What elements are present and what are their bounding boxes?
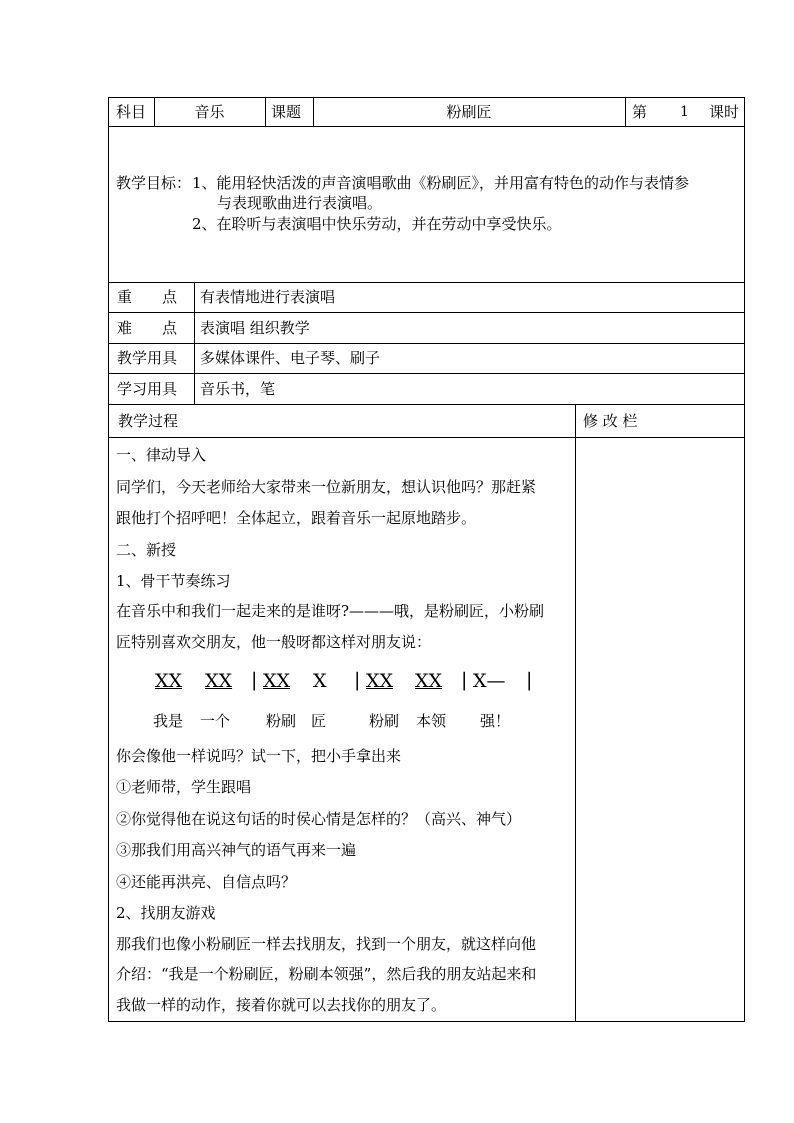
border — [265, 97, 266, 127]
border — [625, 97, 626, 127]
process-line: 1、骨干节奏练习 — [116, 572, 231, 590]
bar-line: | — [251, 669, 258, 691]
process-line: 我做一样的动作，接着你就可以去找你的朋友了。 — [116, 996, 447, 1014]
process-line: 匠特别喜欢交朋友，他一般呀都这样对朋友说： — [116, 633, 432, 651]
border — [194, 282, 195, 404]
row-label-teaching-tools: 教学用具 — [117, 349, 178, 367]
row-label-difficulty: 难 点 — [117, 319, 178, 337]
row-value-teaching-tools: 多媒体课件、电子琴、刷子 — [200, 349, 381, 367]
process-line: 跟他打个招呼吧！全体起立，跟着音乐一起原地踏步。 — [116, 509, 477, 527]
subject-label: 科目 — [116, 103, 147, 121]
rhythm-note: XX — [366, 670, 394, 692]
lyric: 粉刷 — [369, 712, 400, 730]
process-line: 一、律动导入 — [116, 446, 207, 464]
lyric: 强！ — [480, 712, 511, 730]
border — [108, 97, 109, 1022]
border — [108, 373, 745, 374]
row-label-learning-tools: 学习用具 — [117, 380, 178, 398]
topic-label: 课题 — [271, 103, 302, 121]
lyric: 本领 — [416, 712, 447, 730]
process-line: ②你觉得他在说这句话的时侯心情是怎样的？（高兴、神气） — [116, 810, 522, 828]
border — [108, 1021, 745, 1022]
topic-value: 粉刷匠 — [446, 103, 492, 121]
border — [744, 97, 745, 1022]
rhythm-note: X — [313, 670, 327, 692]
border — [108, 126, 745, 127]
objective-1-line2: 与表现歌曲进行表演唱。 — [217, 194, 383, 212]
process-line: 在音乐中和我们一起走来的是谁呀?———哦，是粉刷匠，小粉刷 — [116, 602, 545, 620]
rhythm-note: XX — [415, 670, 443, 692]
row-value-difficulty: 表演唱 组织教学 — [200, 319, 310, 337]
process-line: 2、找朋友游戏 — [116, 904, 216, 922]
period-prefix: 第 — [632, 103, 648, 121]
process-line: 你会像他一样说吗？试一下，把小手拿出来 — [116, 747, 402, 765]
process-line: ④还能再洪亮、自信点吗？ — [116, 873, 297, 891]
row-value-learning-tools: 音乐书，笔 — [200, 380, 276, 398]
process-line: 那我们也像小粉刷匠一样去找朋友，找到一个朋友，就这样向他 — [116, 935, 537, 953]
period-number: 1 — [680, 104, 689, 120]
process-line: 同学们，今天老师给大家带来一位新朋友，想认识他吗？那赶紧 — [116, 478, 537, 496]
process-line: 介绍：“我是一个粉刷匠，粉刷本领强”，然后我的朋友站起来和 — [116, 965, 537, 983]
bar-line: | — [461, 669, 468, 691]
border — [108, 343, 745, 344]
row-label-focus: 重 点 — [117, 288, 178, 306]
bar-line: | — [526, 669, 533, 691]
border — [108, 282, 745, 283]
subject-value: 音乐 — [194, 103, 225, 121]
row-value-focus: 有表情地进行表演唱 — [200, 288, 336, 306]
lyric: 我是 — [153, 712, 184, 730]
border — [575, 404, 576, 1022]
objectives-label: 教学目标： — [116, 174, 192, 192]
rhythm-note: X— — [473, 670, 506, 692]
objective-1-line1: 1、能用轻快活泼的声音演唱歌曲《粉刷匠》，并用富有特色的动作与表情参 — [192, 174, 690, 192]
lyric: 一个 — [200, 712, 231, 730]
bar-line: | — [354, 669, 361, 691]
objective-2: 2、在聆听与表演唱中快乐劳动，并在劳动中享受快乐。 — [192, 215, 562, 233]
border — [108, 404, 745, 405]
process-header: 教学过程 — [118, 412, 179, 430]
lyric: 匠 — [311, 712, 327, 730]
rhythm-note: XX — [205, 670, 233, 692]
lyric: 粉刷 — [266, 712, 297, 730]
process-line: ①老师带，学生跟唱 — [116, 778, 252, 796]
border — [108, 97, 745, 98]
border — [108, 437, 745, 438]
period-suffix: 课时 — [709, 103, 740, 121]
rhythm-note: XX — [263, 670, 291, 692]
border — [108, 312, 745, 313]
process-line: 二、新授 — [116, 541, 177, 559]
revision-header: 修 改 栏 — [583, 412, 638, 430]
process-line: ③那我们用高兴神气的语气再来一遍 — [116, 841, 357, 859]
rhythm-note: XX — [155, 670, 183, 692]
